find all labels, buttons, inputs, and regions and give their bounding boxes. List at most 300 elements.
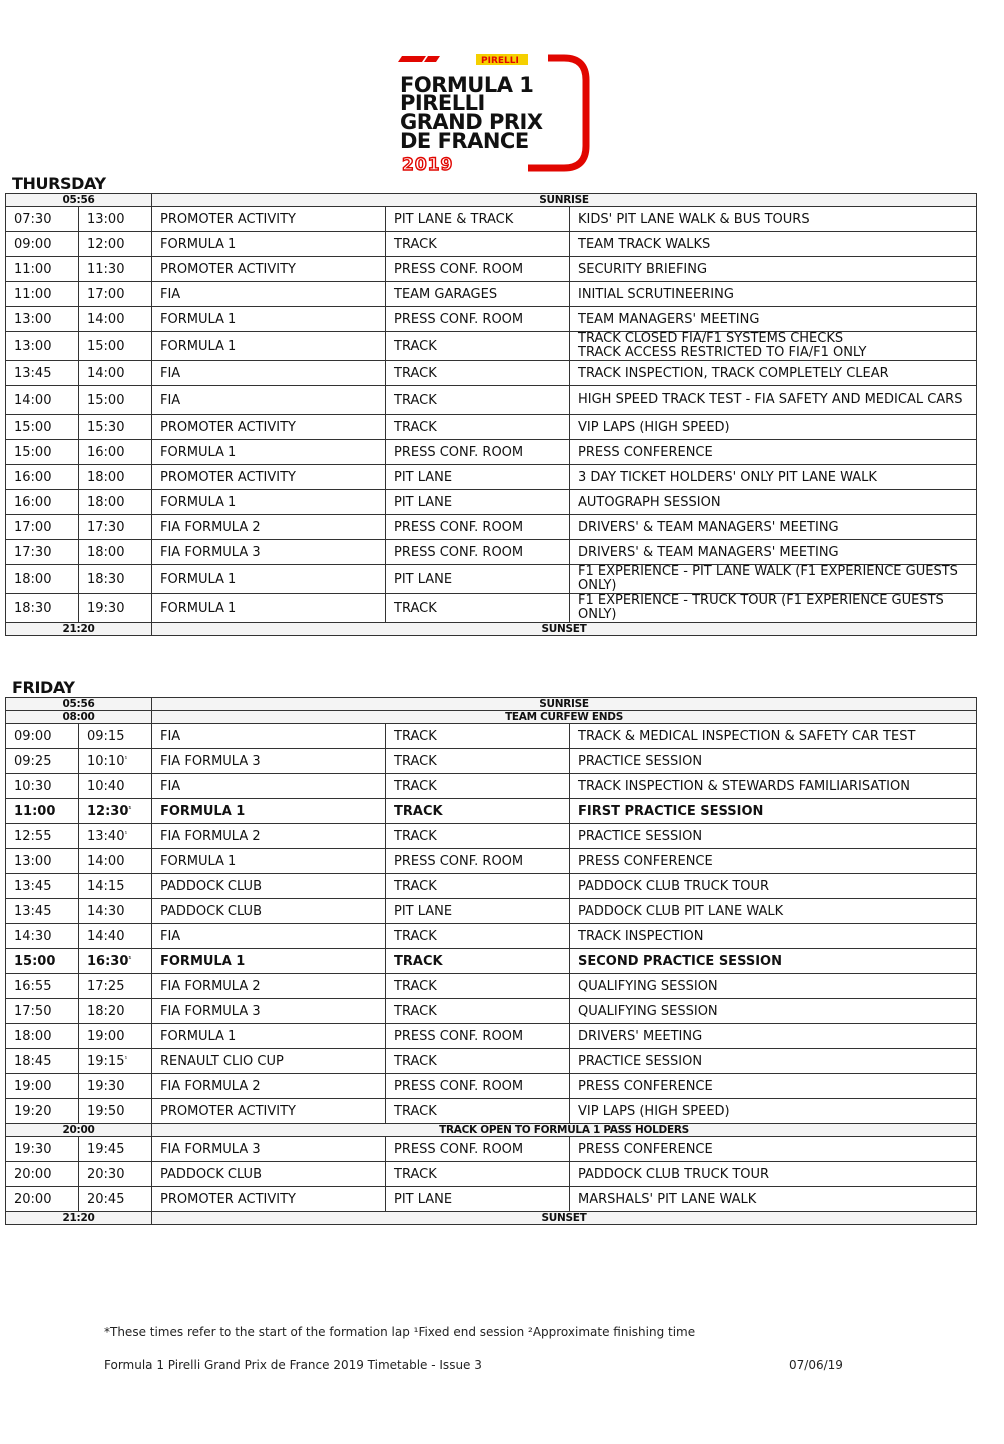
document-date: 07/06/19 xyxy=(789,1358,843,1372)
start-time-text: 13:00 xyxy=(14,338,52,354)
activity-cell xyxy=(570,974,977,999)
logo-line-2: PIRELLI xyxy=(400,91,485,115)
activity-cell xyxy=(570,415,977,440)
end-time-cell xyxy=(79,749,152,774)
organiser-cell xyxy=(152,361,386,386)
location-cell xyxy=(386,999,570,1024)
sunrise-time: 05:56 xyxy=(6,194,152,207)
activity-text: PRACTICE SESSION xyxy=(578,828,703,844)
organiser-text: FORMULA 1 xyxy=(160,444,237,460)
organiser-text: PADDOCK CLUB xyxy=(160,1166,262,1182)
location-cell xyxy=(386,207,570,232)
activity-cell xyxy=(570,949,977,974)
start-time-text: 11:00 xyxy=(14,261,52,277)
activity-text: PADDOCK CLUB TRUCK TOUR xyxy=(578,1166,770,1182)
activity-cell xyxy=(570,565,977,594)
location-cell xyxy=(386,924,570,949)
sunrise-label: SUNRISE xyxy=(152,194,977,207)
start-time-cell xyxy=(6,999,79,1024)
organiser-text: FIA FORMULA 2 xyxy=(160,828,261,844)
thursday-head xyxy=(6,194,977,207)
end-time-text: 19:00 xyxy=(87,1028,125,1044)
location-text: TRACK xyxy=(394,928,437,944)
start-time-cell xyxy=(6,386,79,415)
activity-cell xyxy=(570,999,977,1024)
sunset-label: SUNSET xyxy=(152,1212,977,1225)
organiser-cell xyxy=(152,974,386,999)
start-time-cell xyxy=(6,1187,79,1212)
location-cell xyxy=(386,1074,570,1099)
fixed-end-marker: ¹ xyxy=(128,804,132,813)
activity-text: TRACK & MEDICAL INSPECTION & SAFETY CAR TEST xyxy=(578,728,916,744)
organiser-text: FIA FORMULA 2 xyxy=(160,519,261,535)
location-text: PIT LANE xyxy=(394,469,453,485)
location-text: TRACK xyxy=(394,419,437,435)
organiser-cell xyxy=(152,924,386,949)
track-open-time: 20:00 xyxy=(6,1124,152,1137)
activity-text: HIGH SPEED TRACK TEST - FIA SAFETY AND MEDICAL CARS xyxy=(578,392,963,407)
start-time-cell xyxy=(6,874,79,899)
organiser-text: PROMOTER ACTIVITY xyxy=(160,1191,296,1207)
organiser-text: FORMULA 1 xyxy=(160,494,237,510)
start-time-text: 14:00 xyxy=(14,392,52,408)
organiser-cell xyxy=(152,440,386,465)
activity-text: F1 EXPERIENCE - PIT LANE WALK (F1 EXPERIENCE GUESTS ONLY) xyxy=(578,564,958,593)
location-cell xyxy=(386,799,570,824)
location-cell xyxy=(386,594,570,623)
organiser-cell xyxy=(152,1137,386,1162)
location-text: PRESS CONF. ROOM xyxy=(394,1141,524,1157)
activity-cell xyxy=(570,361,977,386)
activity-cell xyxy=(570,724,977,749)
activity-cell xyxy=(570,899,977,924)
organiser-cell xyxy=(152,1074,386,1099)
location-cell xyxy=(386,724,570,749)
start-time-cell xyxy=(6,440,79,465)
location-text: PRESS CONF. ROOM xyxy=(394,519,524,535)
start-time-cell xyxy=(6,465,79,490)
end-time-cell xyxy=(79,824,152,849)
activity-text: PRESS CONFERENCE xyxy=(578,1141,713,1157)
end-time-text: 14:00 xyxy=(87,853,125,869)
end-time-text: 11:30 xyxy=(87,261,125,277)
end-time-text: 19:15 xyxy=(87,1053,125,1069)
start-time-cell xyxy=(6,515,79,540)
activity-cell xyxy=(570,1162,977,1187)
start-time-text: 19:00 xyxy=(14,1078,52,1094)
end-time-text: 19:30 xyxy=(87,1078,125,1094)
end-time-cell xyxy=(79,874,152,899)
end-time-text: 18:00 xyxy=(87,494,125,510)
location-cell xyxy=(386,415,570,440)
document-title: Formula 1 Pirelli Grand Prix de France 2019 Timetable - Issue 3 xyxy=(104,1358,482,1372)
start-time-text: 20:00 xyxy=(14,1191,52,1207)
organiser-text: PROMOTER ACTIVITY xyxy=(160,419,296,435)
start-time-text: 13:45 xyxy=(14,365,52,381)
end-time-cell xyxy=(79,1049,152,1074)
start-time-text: 13:45 xyxy=(14,878,52,894)
location-cell xyxy=(386,282,570,307)
organiser-cell xyxy=(152,774,386,799)
location-text: PRESS CONF. ROOM xyxy=(394,853,524,869)
friday-mid xyxy=(6,1124,977,1137)
activity-cell xyxy=(570,774,977,799)
end-time-text: 12:30 xyxy=(87,803,129,819)
activity-cell xyxy=(570,1049,977,1074)
activity-text: TRACK INSPECTION & STEWARDS FAMILIARISATION xyxy=(578,778,910,794)
table-row xyxy=(6,207,977,232)
organiser-cell xyxy=(152,332,386,361)
start-time-cell xyxy=(6,899,79,924)
location-text: PRESS CONF. ROOM xyxy=(394,261,524,277)
location-text: TRACK xyxy=(394,828,437,844)
activity-text: KIDS' PIT LANE WALK & BUS TOURS xyxy=(578,211,810,227)
organiser-cell xyxy=(152,232,386,257)
organiser-cell xyxy=(152,257,386,282)
start-time-text: 16:55 xyxy=(14,978,52,994)
activity-cell xyxy=(570,874,977,899)
end-time-cell xyxy=(79,899,152,924)
location-cell xyxy=(386,899,570,924)
organiser-cell xyxy=(152,874,386,899)
end-time-cell xyxy=(79,1099,152,1124)
table-row xyxy=(6,999,977,1024)
table-row xyxy=(6,899,977,924)
location-text: TRACK xyxy=(394,878,437,894)
activity-cell xyxy=(570,515,977,540)
location-text: PRESS CONF. ROOM xyxy=(394,1028,524,1044)
activity-cell xyxy=(570,1137,977,1162)
start-time-text: 18:30 xyxy=(14,600,52,616)
friday-head xyxy=(6,698,977,724)
activity-text: TRACK CLOSED FIA/F1 SYSTEMS CHECKS xyxy=(578,331,844,346)
organiser-text: PROMOTER ACTIVITY xyxy=(160,261,296,277)
start-time-cell xyxy=(6,1024,79,1049)
organiser-cell xyxy=(152,824,386,849)
friday-timetable xyxy=(5,697,977,1225)
start-time-cell xyxy=(6,1074,79,1099)
location-cell xyxy=(386,1049,570,1074)
sunrise-label: SUNRISE xyxy=(152,698,977,711)
thursday-timetable xyxy=(5,193,977,636)
start-time-text: 13:00 xyxy=(14,853,52,869)
end-time-text: 14:40 xyxy=(87,928,125,944)
start-time-text: 10:30 xyxy=(14,778,52,794)
start-time-text: 17:00 xyxy=(14,519,52,535)
end-time-cell xyxy=(79,257,152,282)
location-cell xyxy=(386,1137,570,1162)
end-time-cell xyxy=(79,1074,152,1099)
end-time-text: 15:30 xyxy=(87,419,125,435)
f1-logo-icon xyxy=(398,56,440,62)
start-time-text: 13:45 xyxy=(14,903,52,919)
sunrise-time: 05:56 xyxy=(6,698,152,711)
location-cell xyxy=(386,307,570,332)
location-cell xyxy=(386,440,570,465)
organiser-cell xyxy=(152,540,386,565)
location-cell xyxy=(386,490,570,515)
start-time-text: 15:00 xyxy=(14,444,52,460)
table-row xyxy=(6,465,977,490)
end-time-cell xyxy=(79,440,152,465)
organiser-cell xyxy=(152,415,386,440)
activity-text: QUALIFYING SESSION xyxy=(578,978,718,994)
friday-foot xyxy=(6,1212,977,1225)
end-time-cell xyxy=(79,1162,152,1187)
location-text: PRESS CONF. ROOM xyxy=(394,311,524,327)
location-cell xyxy=(386,332,570,361)
organiser-cell xyxy=(152,386,386,415)
table-row xyxy=(6,565,977,594)
activity-text: DRIVERS' MEETING xyxy=(578,1028,703,1044)
location-cell xyxy=(386,824,570,849)
table-row xyxy=(6,332,977,361)
activity-cell xyxy=(570,465,977,490)
organiser-cell xyxy=(152,207,386,232)
table-row xyxy=(6,774,977,799)
end-time-cell xyxy=(79,924,152,949)
activity-text-line-2: TRACK ACCESS RESTRICTED TO FIA/F1 ONLY xyxy=(578,345,867,360)
start-time-text: 09:25 xyxy=(14,753,52,769)
end-time-text: 18:30 xyxy=(87,571,125,587)
end-time-cell xyxy=(79,282,152,307)
location-cell xyxy=(386,849,570,874)
organiser-text: FORMULA 1 xyxy=(160,853,237,869)
organiser-text: FIA FORMULA 3 xyxy=(160,544,261,560)
start-time-cell xyxy=(6,849,79,874)
start-time-text: 11:00 xyxy=(14,286,52,302)
organiser-cell xyxy=(152,594,386,623)
location-text: TRACK xyxy=(394,1003,437,1019)
start-time-cell xyxy=(6,207,79,232)
sunset-label: SUNSET xyxy=(152,623,977,636)
table-row xyxy=(6,257,977,282)
location-text: PIT LANE & TRACK xyxy=(394,211,514,227)
end-time-cell xyxy=(79,207,152,232)
activity-text: TEAM TRACK WALKS xyxy=(578,236,711,252)
start-time-text: 09:00 xyxy=(14,728,52,744)
location-cell xyxy=(386,1099,570,1124)
location-text: TRACK xyxy=(394,978,437,994)
location-cell xyxy=(386,749,570,774)
end-time-cell xyxy=(79,332,152,361)
end-time-text: 12:00 xyxy=(87,236,125,252)
start-time-cell xyxy=(6,924,79,949)
organiser-cell xyxy=(152,282,386,307)
location-cell xyxy=(386,257,570,282)
end-time-cell xyxy=(79,490,152,515)
activity-text: DRIVERS' & TEAM MANAGERS' MEETING xyxy=(578,519,839,535)
activity-cell xyxy=(570,386,977,415)
end-time-cell xyxy=(79,594,152,623)
activity-cell xyxy=(570,799,977,824)
activity-text: PRESS CONFERENCE xyxy=(578,1078,713,1094)
end-time-cell xyxy=(79,361,152,386)
end-time-text: 19:30 xyxy=(87,600,125,616)
table-row xyxy=(6,515,977,540)
start-time-cell xyxy=(6,565,79,594)
organiser-text: FIA xyxy=(160,728,181,744)
location-text: TRACK xyxy=(394,392,437,408)
organiser-cell xyxy=(152,1024,386,1049)
organiser-text: RENAULT CLIO CUP xyxy=(160,1053,284,1069)
organiser-cell xyxy=(152,849,386,874)
organiser-text: FORMULA 1 xyxy=(160,1028,237,1044)
location-text: TEAM GARAGES xyxy=(394,286,498,302)
organiser-cell xyxy=(152,949,386,974)
table-row xyxy=(6,490,977,515)
start-time-cell xyxy=(6,490,79,515)
organiser-text: FORMULA 1 xyxy=(160,600,237,616)
sunset-time: 21:20 xyxy=(6,1212,152,1225)
end-time-text: 14:30 xyxy=(87,903,125,919)
end-time-text: 15:00 xyxy=(87,392,125,408)
organiser-text: FORMULA 1 xyxy=(160,803,246,819)
start-time-cell xyxy=(6,824,79,849)
table-row xyxy=(6,849,977,874)
start-time-cell xyxy=(6,1049,79,1074)
end-time-text: 17:00 xyxy=(87,286,125,302)
activity-cell xyxy=(570,440,977,465)
end-time-cell xyxy=(79,515,152,540)
organiser-cell xyxy=(152,899,386,924)
organiser-text: PROMOTER ACTIVITY xyxy=(160,469,296,485)
location-cell xyxy=(386,774,570,799)
end-time-cell xyxy=(79,1137,152,1162)
activity-text: PRESS CONFERENCE xyxy=(578,853,713,869)
end-time-cell xyxy=(79,415,152,440)
end-time-cell xyxy=(79,307,152,332)
organiser-text: FORMULA 1 xyxy=(160,236,237,252)
end-time-text: 10:10 xyxy=(87,753,125,769)
end-time-cell xyxy=(79,799,152,824)
activity-text: FIRST PRACTICE SESSION xyxy=(578,803,764,819)
activity-text: TRACK INSPECTION, TRACK COMPLETELY CLEAR xyxy=(578,365,889,381)
logo-line-4: DE FRANCE xyxy=(400,129,529,153)
start-time-text: 15:00 xyxy=(14,419,52,435)
table-row xyxy=(6,1162,977,1187)
table-row xyxy=(6,1187,977,1212)
end-time-text: 18:20 xyxy=(87,1003,125,1019)
start-time-cell xyxy=(6,974,79,999)
organiser-text: FIA xyxy=(160,928,181,944)
activity-cell xyxy=(570,490,977,515)
location-cell xyxy=(386,361,570,386)
organiser-text: PROMOTER ACTIVITY xyxy=(160,1103,296,1119)
table-row xyxy=(6,386,977,415)
table-row xyxy=(6,594,977,623)
activity-cell xyxy=(570,594,977,623)
organiser-cell xyxy=(152,565,386,594)
table-row xyxy=(6,824,977,849)
end-time-text: 13:00 xyxy=(87,211,125,227)
location-cell xyxy=(386,232,570,257)
activity-text: TEAM MANAGERS' MEETING xyxy=(578,311,760,327)
location-text: PIT LANE xyxy=(394,1191,453,1207)
end-time-text: 14:00 xyxy=(87,365,125,381)
table-row xyxy=(6,540,977,565)
start-time-text: 14:30 xyxy=(14,928,52,944)
location-text: PRESS CONF. ROOM xyxy=(394,444,524,460)
organiser-text: FORMULA 1 xyxy=(160,311,237,327)
organiser-text: FIA FORMULA 3 xyxy=(160,753,261,769)
end-time-text: 18:00 xyxy=(87,469,125,485)
end-time-text: 16:00 xyxy=(87,444,125,460)
sunset-row xyxy=(6,1212,977,1225)
activity-text: SECURITY BRIEFING xyxy=(578,261,708,277)
start-time-text: 18:00 xyxy=(14,1028,52,1044)
location-text: TRACK xyxy=(394,236,437,252)
location-cell xyxy=(386,974,570,999)
activity-text: TRACK INSPECTION xyxy=(578,928,704,944)
table-row xyxy=(6,1099,977,1124)
activity-cell xyxy=(570,282,977,307)
table-row xyxy=(6,724,977,749)
start-time-cell xyxy=(6,774,79,799)
activity-text: PADDOCK CLUB PIT LANE WALK xyxy=(578,903,784,919)
table-row xyxy=(6,924,977,949)
end-time-text: 19:50 xyxy=(87,1103,125,1119)
table-row xyxy=(6,1049,977,1074)
location-text: PRESS CONF. ROOM xyxy=(394,1078,524,1094)
location-text: PRESS CONF. ROOM xyxy=(394,544,524,560)
end-time-cell xyxy=(79,774,152,799)
start-time-text: 12:55 xyxy=(14,828,52,844)
activity-text: AUTOGRAPH SESSION xyxy=(578,494,721,510)
location-text: TRACK xyxy=(394,1166,437,1182)
organiser-text: FIA xyxy=(160,365,181,381)
start-time-cell xyxy=(6,232,79,257)
activity-text: PRACTICE SESSION xyxy=(578,1053,703,1069)
sunset-time: 21:20 xyxy=(6,623,152,636)
activity-text: INITIAL SCRUTINEERING xyxy=(578,286,734,302)
sunrise-row xyxy=(6,698,977,711)
start-time-text: 17:50 xyxy=(14,1003,52,1019)
table-row xyxy=(6,415,977,440)
organiser-cell xyxy=(152,799,386,824)
end-time-cell xyxy=(79,974,152,999)
end-time-cell xyxy=(79,999,152,1024)
end-time-cell xyxy=(79,232,152,257)
thursday-heading: THURSDAY xyxy=(12,174,106,193)
organiser-text: PROMOTER ACTIVITY xyxy=(160,211,296,227)
end-time-text: 17:30 xyxy=(87,519,125,535)
organiser-cell xyxy=(152,307,386,332)
activity-cell xyxy=(570,307,977,332)
table-row xyxy=(6,1137,977,1162)
end-time-text: 18:00 xyxy=(87,544,125,560)
location-text: TRACK xyxy=(394,338,437,354)
activity-cell xyxy=(570,257,977,282)
location-text: TRACK xyxy=(394,365,437,381)
location-cell xyxy=(386,1187,570,1212)
activity-cell xyxy=(570,207,977,232)
activity-cell xyxy=(570,1024,977,1049)
table-row xyxy=(6,874,977,899)
sunset-row xyxy=(6,623,977,636)
start-time-text: 15:00 xyxy=(14,953,56,969)
location-cell xyxy=(386,540,570,565)
start-time-text: 09:00 xyxy=(14,236,52,252)
organiser-text: FIA xyxy=(160,286,181,302)
table-row xyxy=(6,307,977,332)
organiser-cell xyxy=(152,490,386,515)
friday-rows-b xyxy=(6,1137,977,1212)
organiser-cell xyxy=(152,1162,386,1187)
activity-text: 3 DAY TICKET HOLDERS' ONLY PIT LANE WALK xyxy=(578,469,877,485)
table-row xyxy=(6,440,977,465)
activity-cell xyxy=(570,1187,977,1212)
